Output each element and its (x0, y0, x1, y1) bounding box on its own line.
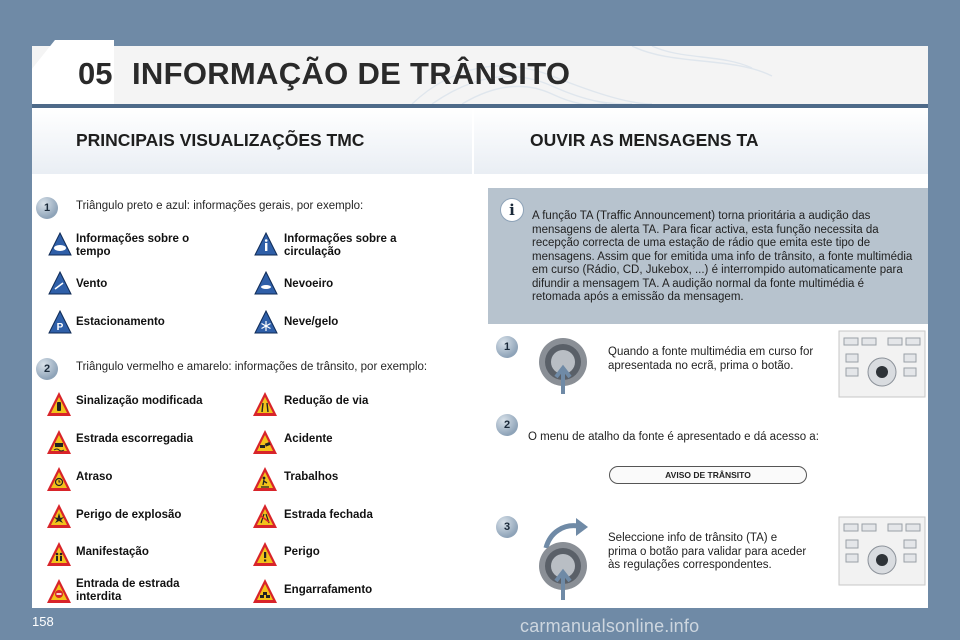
list-item: Estrada escorregadia (76, 433, 193, 445)
list-item: Estacionamento (76, 316, 165, 328)
watermark: carmanualsonline.info (520, 616, 700, 636)
section-title-ta: OUVIR AS MENSAGENS TA (530, 130, 759, 150)
list-item: Estrada fechada (284, 509, 373, 521)
traffic-jam-icon (252, 578, 278, 604)
list-item: Redução de via (284, 395, 369, 407)
group2-intro: Triângulo vermelho e amarelo: informações de trânsito, por exemplo: (76, 361, 428, 373)
road-closed-icon (252, 503, 278, 529)
step-3-text: Seleccione info de trânsito (TA) e prima o botão para validar para aceder às regulações correspondentes. (608, 532, 807, 571)
page-title: INFORMAÇÃO DE TRÂNSITO (132, 56, 571, 91)
list-item: Perigo (284, 546, 320, 558)
step-badge-2: 2 (496, 414, 518, 436)
rotary-knob-icon (536, 336, 590, 396)
list-item: Sinalização modificada (76, 395, 203, 407)
explosion-icon (46, 503, 72, 529)
parking-icon (48, 310, 72, 334)
snowflake-icon (254, 310, 278, 334)
slippery-road-icon (46, 429, 72, 455)
step-badge-3: 3 (496, 516, 518, 538)
group1-intro: Triângulo preto e azul: informações gerais, por exemplo: (76, 200, 364, 212)
ta-description: A função TA (Traffic Announcement) torna prioritária a audição das mensagens de alerta TA. Para ficar activa, esta função necessita da recepção correcta de uma estação de rádio que emita este tipo de mensagens. Assim que for emitida uma info de trânsito, a fonte multimédia em curso (Rádio, CD, Jukebox, ...) é interrompido automaticamente para difundir a mensagem TA. A audição normal da fonte multimédia é retomada após a emissão da mensagem. (532, 210, 913, 303)
step-badge-1: 1 (36, 197, 58, 219)
list-item: Engarrafamento (284, 584, 373, 596)
svg-text:P: P (56, 322, 64, 333)
traffic-announcement-option[interactable]: AVISO DE TRÂNSITO (609, 466, 807, 484)
info-icon (254, 232, 278, 256)
head-unit-panel-icon (838, 330, 926, 398)
list-item: Trabalhos (284, 471, 339, 483)
info-icon: i (500, 198, 524, 222)
list-item: Entrada de estrada interdita (76, 578, 180, 603)
step-2-text: O menu de atalho da fonte é apresentado e dá acesso a: (528, 431, 819, 443)
list-item: Informações sobre o tempo (76, 233, 190, 258)
accident-icon (252, 429, 278, 455)
panel-step-2 (488, 405, 928, 503)
chapter-number: 05 (78, 56, 113, 91)
traffic-light-icon (46, 391, 72, 417)
step-badge-1: 1 (496, 336, 518, 358)
section-title-tmc: PRINCIPAIS VISUALIZAÇÕES TMC (76, 130, 365, 150)
weather-icon (48, 232, 72, 256)
list-item: Acidente (284, 433, 333, 445)
fog-icon (254, 271, 278, 295)
step-1-text: Quando a fonte multimédia em curso for apresentada no ecrã, prima o botão. (608, 346, 814, 372)
list-item: Neve/gelo (284, 316, 339, 328)
rotate-and-press-knob-icon (536, 516, 596, 600)
list-item: Perigo de explosão (76, 509, 182, 521)
demonstration-icon (46, 541, 72, 567)
delay-icon (46, 466, 72, 492)
list-item: Manifestação (76, 546, 149, 558)
page-number: 158 (32, 614, 54, 629)
danger-icon (252, 541, 278, 567)
roadworks-icon (252, 466, 278, 492)
lane-reduction-icon (252, 391, 278, 417)
no-entry-icon (46, 578, 72, 604)
list-item: Vento (76, 278, 108, 290)
list-item: Nevoeiro (284, 278, 334, 290)
step-badge-2: 2 (36, 358, 58, 380)
head-unit-panel-icon (838, 516, 926, 586)
wind-icon (48, 271, 72, 295)
list-item: Atraso (76, 471, 113, 483)
list-item: Informações sobre a circulação (284, 233, 397, 258)
